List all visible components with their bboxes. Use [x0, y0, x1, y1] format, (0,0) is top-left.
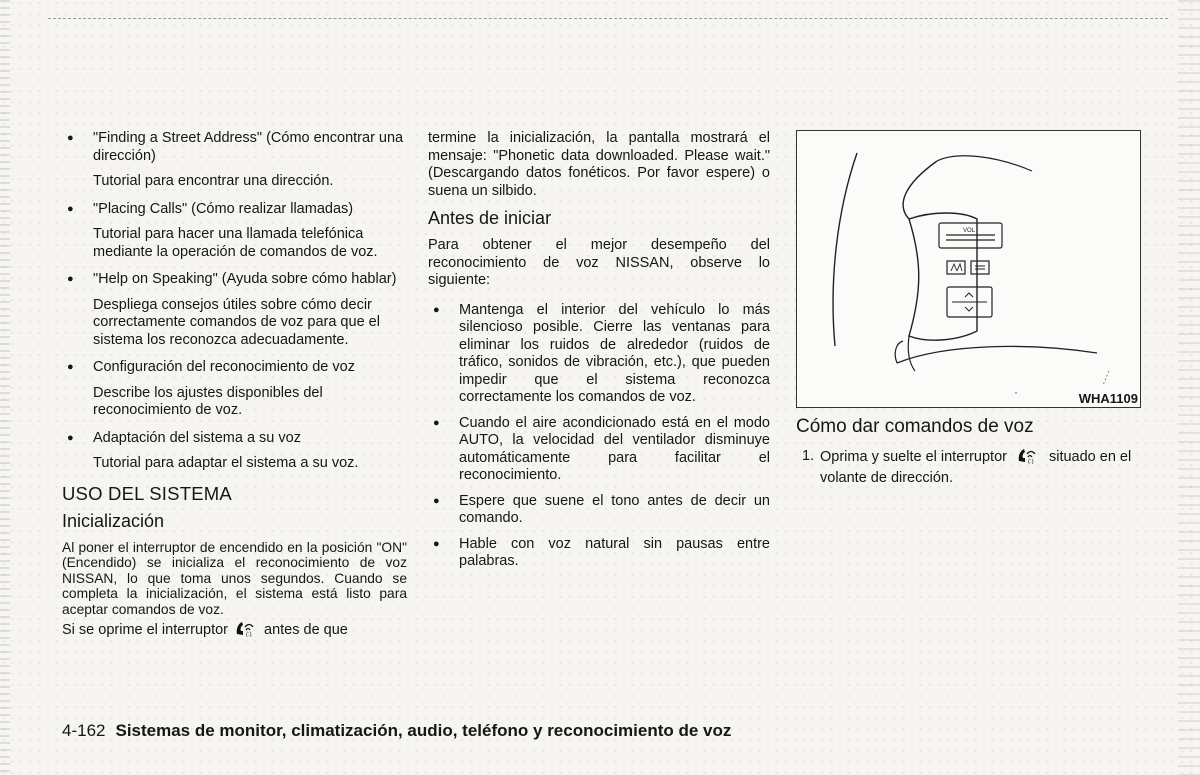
- vol-label: VOL: [963, 228, 976, 234]
- svg-text:(:): (:): [1027, 459, 1034, 464]
- init-last-line: [62, 621, 407, 643]
- steering-wheel-figure: [796, 130, 1141, 408]
- bullet-title: ● "Help on Speaking" (Ayuda sobre cómo hablar): [62, 271, 407, 289]
- footer-title: Sistemas de monitor, climatización, audio, teléfono y reconocimiento de voz: [115, 721, 732, 740]
- tip-bullet: ● Espere que suene el tono antes de decir un comando.: [428, 493, 770, 528]
- intro-paragraph: Para obtener el mejor desempeño del reconocimiento de voz NISSAN, observe lo siguiente:: [428, 237, 770, 288]
- steering-wheel-illustration: [797, 131, 1142, 409]
- subsection-heading: Inicialización: [62, 510, 165, 531]
- section-heading: USO DEL SISTEMA: [62, 482, 232, 504]
- page-number: 4-162: [62, 721, 106, 740]
- bullet-title: ● "Placing Calls" (Cómo realizar llamadas): [62, 201, 407, 219]
- bullet-title: ● Configuración del reconocimiento de voz: [62, 359, 407, 377]
- step-1: [796, 448, 1141, 487]
- bullet-title: ● "Finding a Street Address" (Cómo encontrar una dirección): [62, 130, 407, 165]
- init-last-line-before: Si se oprime el interruptor: [62, 622, 229, 638]
- tip-bullet: ● Cuando el aire acondicionado está en el modo AUTO, la velocidad del ventilador disminuye automáticamente para facilitar el reconocimiento.: [428, 415, 770, 485]
- talk-phone-icon: [234, 621, 258, 643]
- tip-bullet: ● Mantenga el interior del vehículo lo más silencioso posible. Cierre las ventanas para eliminar los ruidos de alrededor (ruidos de tráfico, sonidos de vibración, etc.), que pueden impedir que el sistema reconozca correctamente los comandos de voz.: [428, 302, 770, 407]
- bullet-description: Tutorial para hacer una llamada telefónica mediante la operación de comandos de voz.: [93, 226, 378, 260]
- step-text-before: Oprima y suelte el interruptor: [820, 449, 1007, 465]
- svg-text:(:): (:): [246, 632, 252, 637]
- left-scan-edge: [0, 0, 10, 775]
- column-right: [796, 130, 1141, 487]
- continuation-paragraph: termine la inicialización, la pantalla mostrará el mensaje: "Phonetic data downloaded. Please wait." (Descargando datos fonéticos. Por favor espere) o suena un silbido.: [428, 130, 770, 199]
- step-text-after: situado en el volante de dirección.: [820, 449, 1132, 486]
- top-scan-line: [48, 18, 1168, 19]
- column-left: [62, 130, 407, 643]
- init-last-line-after: antes de que: [264, 622, 348, 638]
- talk-phone-icon: [1013, 448, 1043, 470]
- bullet-title: ● Adaptación del sistema a su voz: [62, 430, 407, 448]
- bullet-description: Tutorial para adaptar el sistema a su voz.: [93, 455, 359, 471]
- page-footer: [62, 721, 731, 741]
- step-number: 1.: [802, 448, 815, 464]
- bullet-description: Tutorial para encontrar una dirección.: [93, 173, 334, 189]
- bullet-description: Describe los ajustes disponibles del reconocimiento de voz.: [93, 384, 323, 418]
- init-paragraph: Al poner el interruptor de encendido en la posición "ON" (Encendido) se inicializa el reconocimiento de voz NISSAN, lo que toma unos segundos. Cuando se completa la inicialización, el sistema está listo para aceptar comandos de voz.: [62, 539, 407, 617]
- figure-id: WHA1109: [1078, 391, 1138, 406]
- right-scan-edge: [1178, 0, 1200, 775]
- subsection-heading-antes: Antes de iniciar: [428, 208, 552, 228]
- tip-bullet: ● Hable con voz natural sin pausas entre palabras.: [428, 536, 770, 571]
- bullet-description: Despliega consejos útiles sobre cómo decir correctamente comandos de voz para que el sistema los reconozca adecuadamente.: [93, 296, 380, 348]
- column-middle: [428, 130, 770, 579]
- heading-comandos: Cómo dar comandos de voz: [796, 416, 1034, 437]
